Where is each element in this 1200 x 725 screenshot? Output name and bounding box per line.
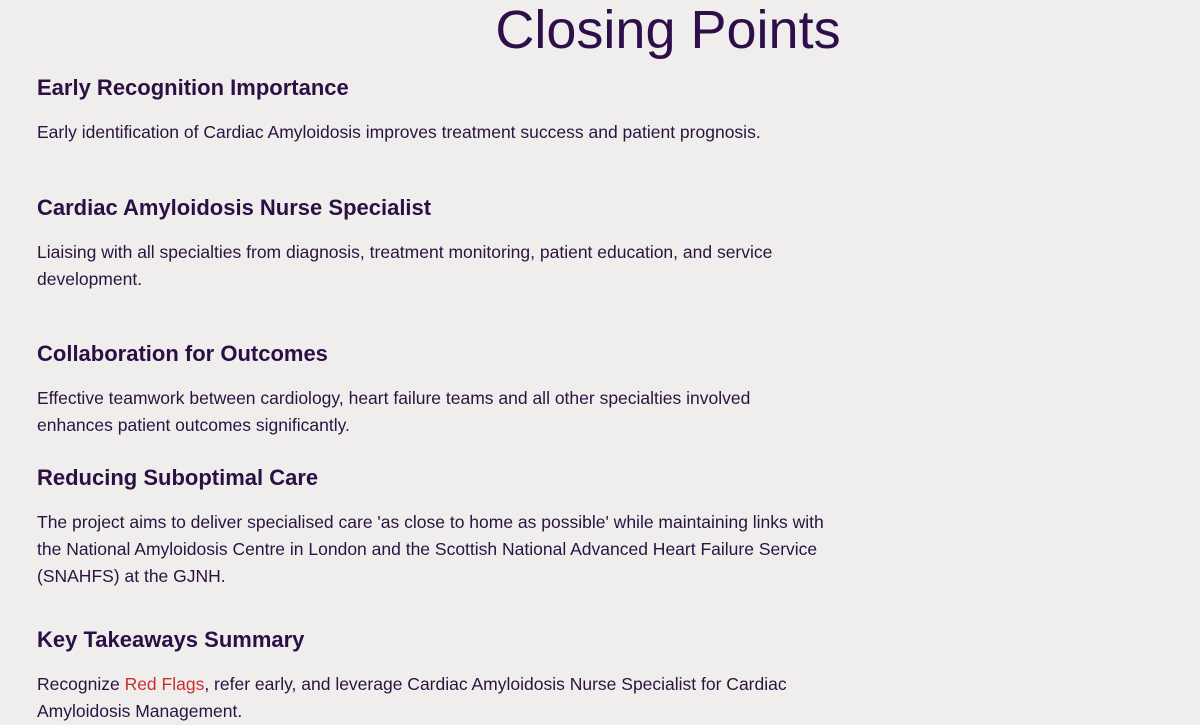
section-heading: Collaboration for Outcomes (37, 341, 328, 366)
section-heading: Cardiac Amyloidosis Nurse Specialist (37, 195, 432, 220)
section-heading: Reducing Suboptimal Care (37, 465, 319, 490)
body-text-before: Recognize (37, 674, 125, 694)
section-collaboration (37, 340, 827, 439)
slide-title: Closing Points (495, 0, 841, 60)
section-heading: Key Takeaways Summary (37, 627, 305, 652)
section-reducing-suboptimal-care (37, 464, 827, 590)
body-text-after: , refer early, and leverage Cardiac Amyloidosis Nurse Specialist for Cardiac Amyloidosis Management. (37, 674, 787, 721)
section-early-recognition (37, 74, 827, 146)
red-flags-highlight: Red Flags (124, 674, 205, 694)
section-body: Effective teamwork between cardiology, heart failure teams and all other specialties involved enhances patient outcomes significantly. (37, 388, 751, 435)
section-body: The project aims to deliver specialised care 'as close to home as possible' while maintaining links with the National Amyloidosis Centre in London and the Scottish National Advanced Heart Failure Service (SNAHFS) at the GJNH. (37, 512, 824, 586)
section-nurse-specialist (37, 194, 827, 293)
section-body (37, 671, 827, 725)
section-key-takeaways (37, 626, 827, 725)
section-heading: Early Recognition Importance (37, 75, 349, 100)
section-body: Early identification of Cardiac Amyloidosis improves treatment success and patient prognosis. (37, 122, 761, 142)
section-body: Liaising with all specialties from diagnosis, treatment monitoring, patient education, and service development. (37, 242, 773, 289)
